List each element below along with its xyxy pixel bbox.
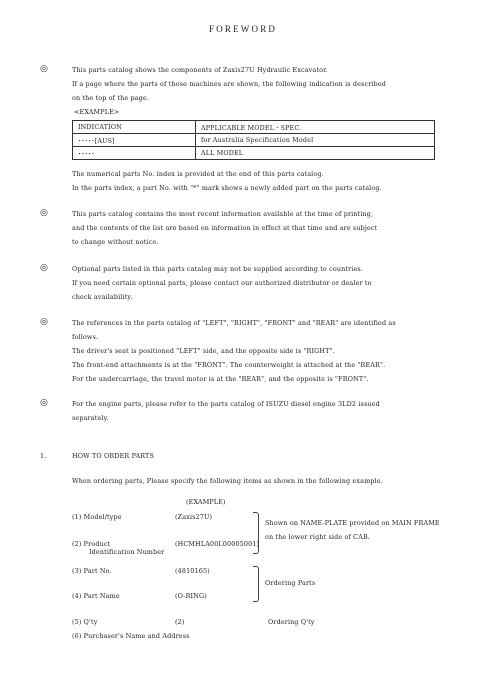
brace-nameplate — [253, 512, 259, 554]
paragraph-line: The references in the parts catalog of "LEFT", "RIGHT", "FRONT" and "REAR" are identified as — [72, 319, 396, 327]
paragraph-line: and the contents of the list are based on information in effect at that time and are subject — [72, 224, 378, 232]
order-item-value: (2) — [175, 618, 185, 626]
indication-table — [72, 120, 435, 160]
order-item-label: (4) Part Name — [72, 592, 120, 600]
bullet-icon: ◎ — [40, 317, 48, 327]
note-nameplate: Shown on NAME-PLATE provided on MAIN FRAME — [265, 519, 440, 527]
page-title: FOREWORD — [209, 24, 278, 34]
paragraph-line: For the engine parts, please refer to the parts catalog of ISUZU diesel engine 3LD2 issued — [72, 400, 380, 408]
section-intro: When ordering parts, Please specify the following items as shown in the following example. — [72, 477, 383, 485]
example-label: <EXAMPLE> — [74, 108, 120, 116]
note-ordering-parts: Ordering Parts — [265, 579, 316, 587]
table-cell: ･････[AUS] — [73, 134, 196, 147]
order-item-sublabel: Identification Number — [89, 548, 165, 556]
paragraph-line: This parts catalog contains the most recent information available at the time of printing, — [72, 210, 374, 218]
paragraph-line: If you need certain optional parts, please contact our authorized distributor or dealer to — [72, 279, 372, 287]
bullet-icon: ◎ — [40, 398, 48, 408]
table-cell: for Australia Specification Model — [196, 134, 435, 147]
order-item-value: (4810165) — [175, 567, 210, 575]
table-header-cell: APPLICABLE MODEL・SPEC. — [196, 121, 435, 134]
section-heading: HOW TO ORDER PARTS — [72, 452, 154, 460]
paragraph-line: to change without notice. — [72, 238, 159, 246]
paragraph-line: Optional parts listed in this parts catalog may not be supplied according to countries. — [72, 265, 364, 273]
note-nameplate: on the lower right side of CAB. — [265, 533, 370, 541]
paragraph-line: This parts catalog shows the components of Zaxis27U Hydraulic Excavator. — [72, 66, 328, 74]
section-number: 1. — [40, 452, 47, 460]
order-item-label: (1) Model/type — [72, 513, 122, 521]
table-header-row — [73, 121, 435, 134]
paragraph-line: In the parts index, a part No. with "*" mark shows a newly added part on the parts catalog. — [72, 184, 382, 192]
table-header-cell: INDICATION — [73, 121, 196, 134]
bullet-icon: ◎ — [40, 263, 48, 273]
paragraph-line: The driver's seat is positioned "LEFT" side, and the opposite side is "RIGHT". — [72, 347, 335, 355]
order-item-value: (HCMHLA00L00005001) — [175, 540, 260, 548]
bullet-icon: ◎ — [40, 64, 48, 74]
paragraph-line: If a page where the parts of those machines are shown, the following indication is described — [72, 80, 387, 88]
table-cell: ･････ — [73, 147, 196, 160]
bullet-icon: ◎ — [40, 208, 48, 218]
table-cell: ALL MODEL — [196, 147, 435, 160]
paragraph-line: The front-end attachments is at the "FRONT". The counterweight is attached at the "REAR". — [72, 361, 386, 369]
paragraph-line: on the top of the page. — [72, 94, 150, 102]
order-item-label: (3) Part No. — [72, 567, 112, 575]
order-item-value: (Zaxis27U) — [175, 513, 213, 521]
paragraph-line: separately. — [72, 414, 109, 422]
order-item-label: (5) Q'ty — [72, 618, 98, 626]
paragraph-line: For the undercarriage, the travel motor is at the "REAR", and the opposite is "FRONT". — [72, 375, 369, 383]
order-item-label: (6) Purchaser's Name and Address — [72, 632, 190, 640]
note-ordering-qty: Ordering Q'ty — [268, 618, 315, 626]
paragraph-line: follows. — [72, 333, 99, 341]
paragraph-line: The numerical parts No. index is provided at the end of this parts catalog. — [72, 170, 324, 178]
table-row — [73, 134, 435, 147]
order-item-value: (O-RING) — [175, 592, 207, 600]
table-row — [73, 147, 435, 160]
example-label: (EXAMPLE) — [186, 498, 226, 506]
order-item-label: (2) Product — [72, 540, 111, 548]
brace-ordering-parts — [253, 566, 259, 602]
paragraph-line: check availability. — [72, 293, 133, 301]
